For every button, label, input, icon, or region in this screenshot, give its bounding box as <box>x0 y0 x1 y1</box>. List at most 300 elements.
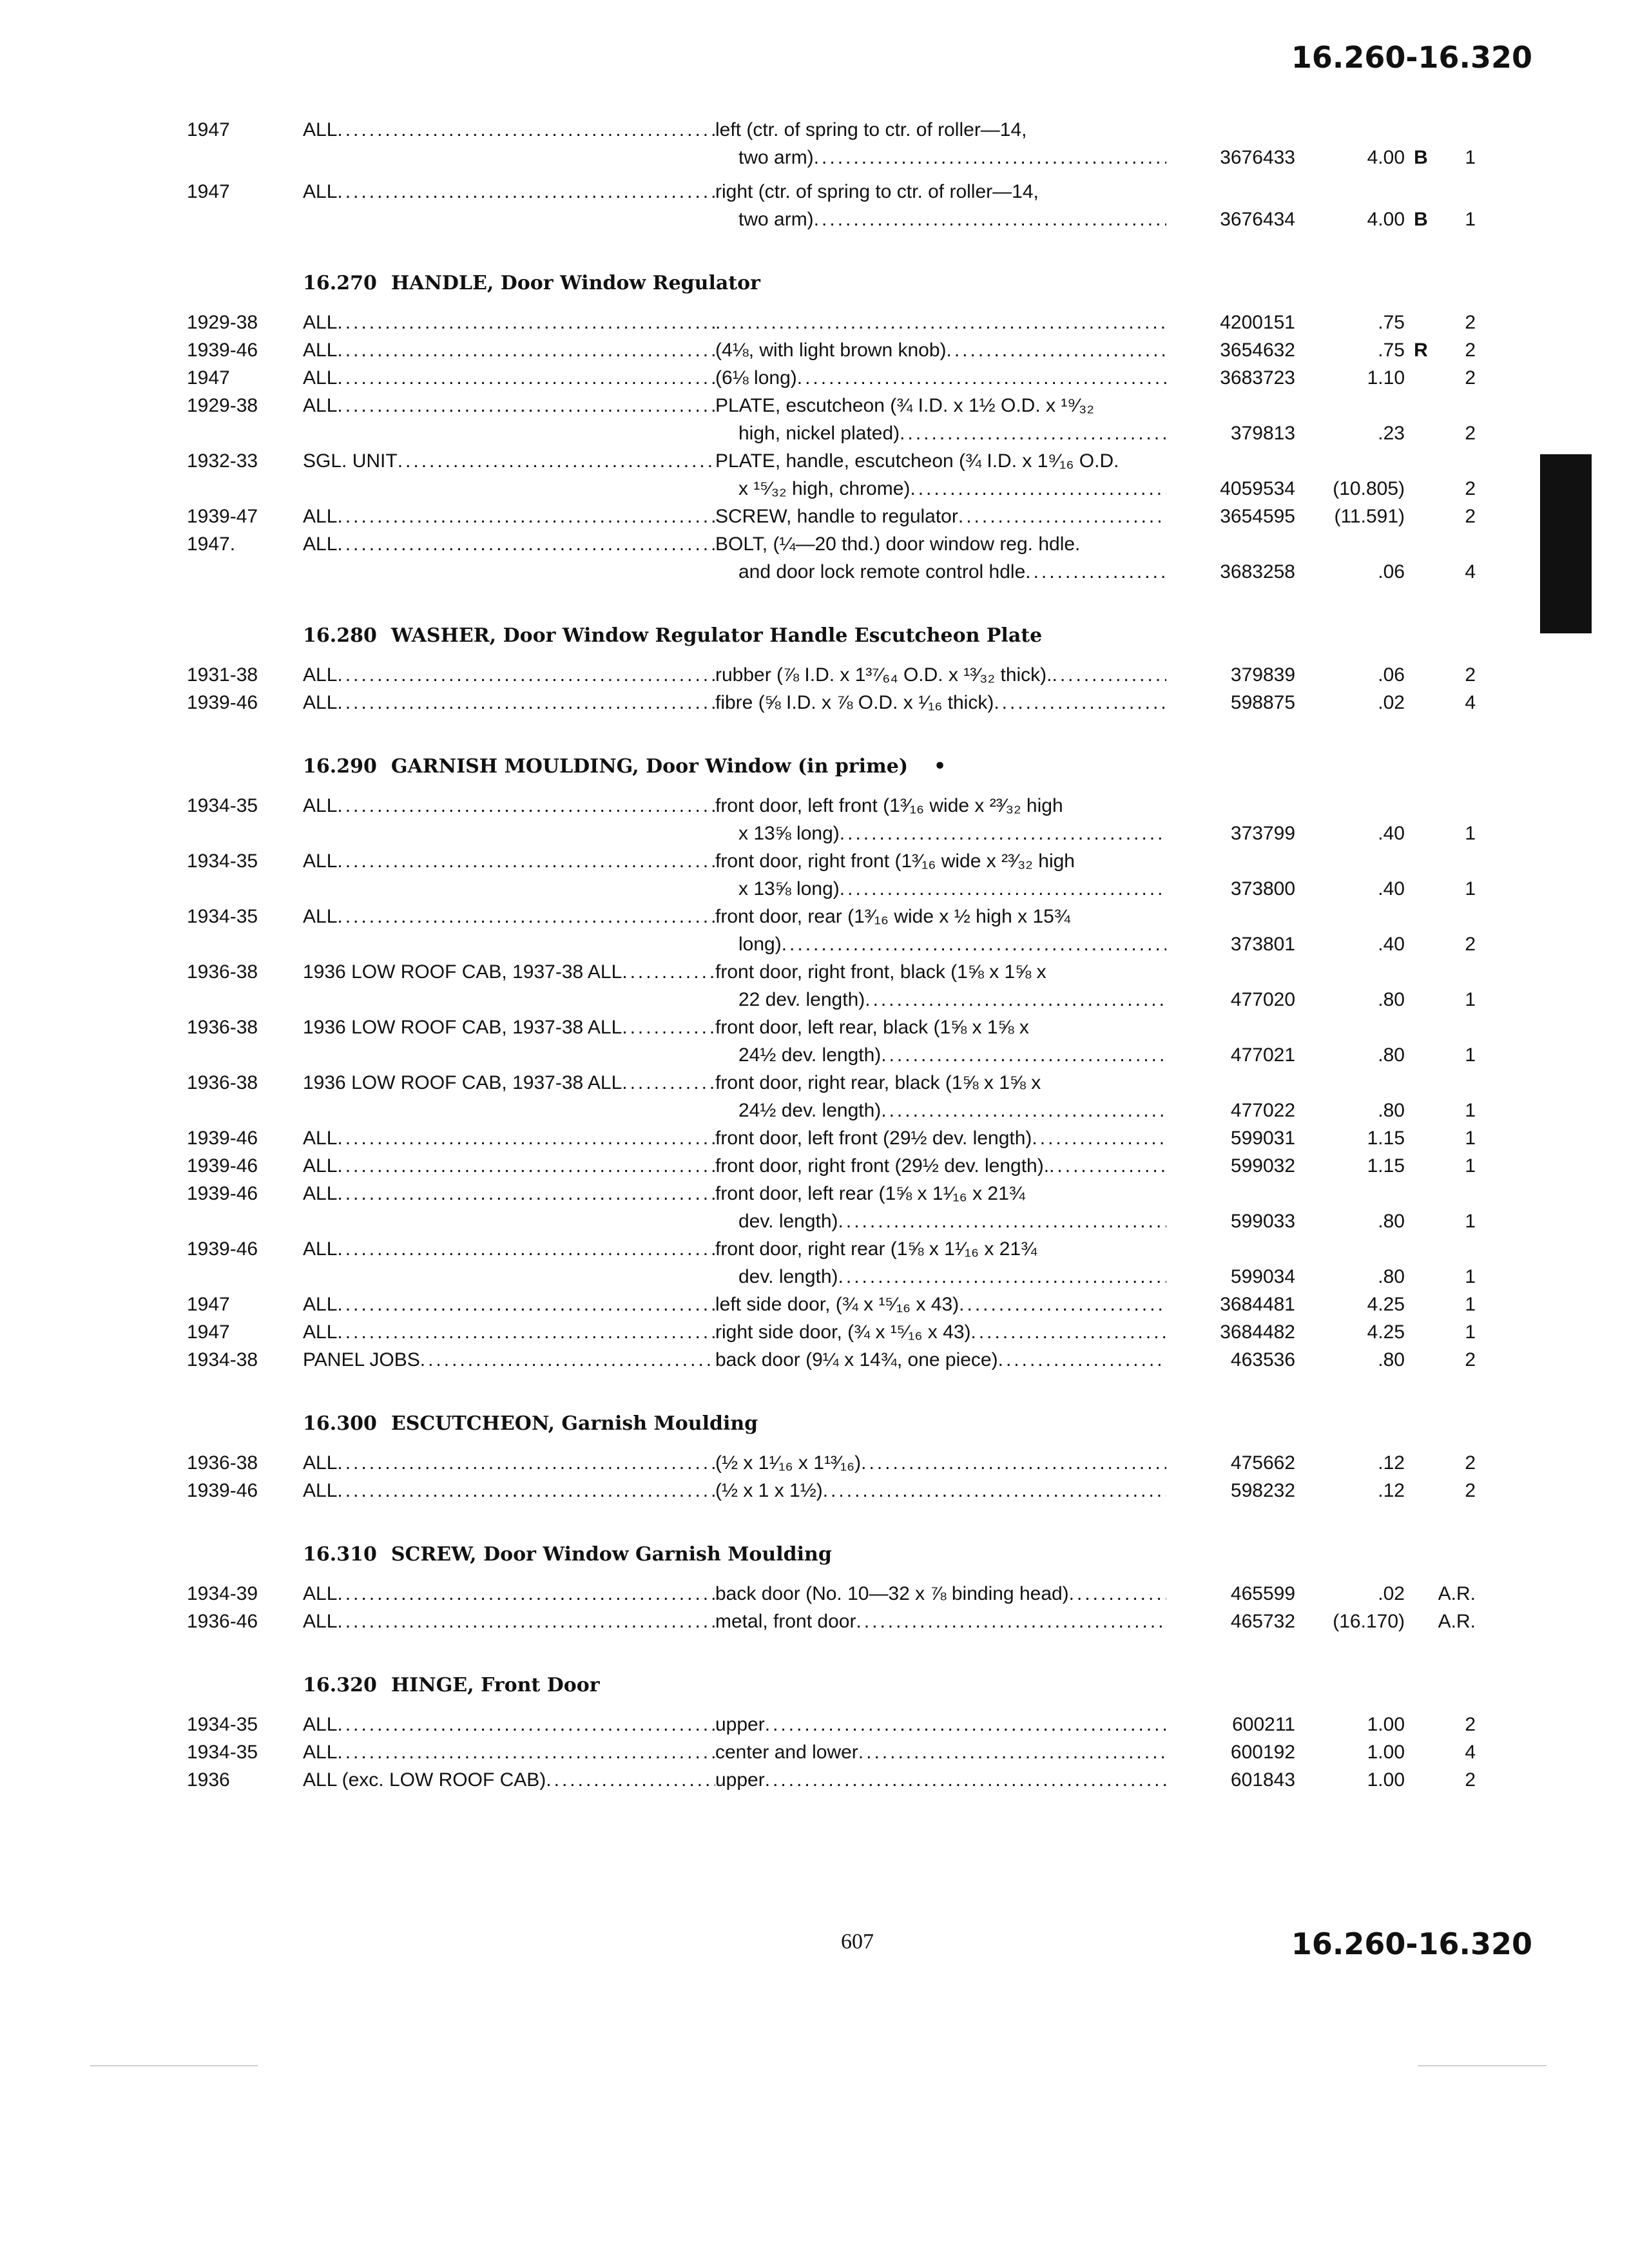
code-cell <box>1405 530 1437 586</box>
price: (11.591) <box>1334 506 1405 527</box>
code-cell <box>1405 1766 1437 1794</box>
part-number-cell <box>1166 1346 1295 1374</box>
price: .80 <box>1378 1211 1405 1232</box>
footer-section-range: 16.260-16.320 <box>1291 1927 1532 1961</box>
description-line <box>715 1180 1166 1207</box>
year-range: 1936-46 <box>187 1611 258 1632</box>
dot-leaders <box>994 689 1166 716</box>
dot-leaders <box>622 1014 715 1041</box>
price: .80 <box>1378 1349 1405 1370</box>
model-cell <box>303 1124 715 1152</box>
description-line <box>715 1346 1166 1374</box>
year-range: 1947. <box>187 533 236 555</box>
dot-leaders <box>337 689 715 716</box>
description-text: metal, front door <box>715 1611 856 1632</box>
quantity-cell <box>1437 392 1476 447</box>
description-line <box>715 1207 1166 1235</box>
price-cell <box>1295 392 1405 447</box>
code-cell <box>1405 336 1437 364</box>
model-cell <box>303 1346 715 1374</box>
model-name: ALL <box>303 1238 338 1260</box>
price-cell <box>1295 1291 1405 1318</box>
section-title-text: HINGE, Front Door <box>390 1674 600 1696</box>
model-cell <box>303 847 715 903</box>
code-cell <box>1405 689 1437 716</box>
year-range: 1934-38 <box>187 1349 258 1370</box>
description-cell <box>715 503 1166 530</box>
dot-leaders <box>337 336 715 364</box>
code-cell <box>1405 1180 1437 1235</box>
description-text: fibre (⅝ I.D. x ⅞ O.D. x ¹⁄₁₆ thick) <box>715 692 994 713</box>
quantity: 2 <box>1465 312 1476 333</box>
year-range: 1934-35 <box>187 906 258 927</box>
code-cell <box>1405 847 1437 903</box>
price: .80 <box>1378 1266 1405 1287</box>
description-line <box>715 1124 1166 1152</box>
price: 1.00 <box>1367 1714 1405 1735</box>
description-text: two arm) <box>738 147 814 168</box>
price-cell <box>1295 958 1405 1014</box>
quantity-cell <box>1437 661 1476 689</box>
price: .02 <box>1378 692 1405 713</box>
model-name: ALL <box>303 506 338 527</box>
model-cell <box>303 336 715 364</box>
price: .06 <box>1378 561 1405 582</box>
model-cell <box>303 1580 715 1608</box>
description-line <box>715 986 1166 1014</box>
model-name: ALL <box>303 1183 338 1204</box>
dot-leaders <box>337 1124 715 1152</box>
section-title-text: GARNISH MOULDING, Door Window (in prime) <box>390 755 909 778</box>
dot-leaders <box>337 1152 715 1180</box>
description-text: upper <box>715 1714 765 1735</box>
description-text: front door, right rear (1⅝ x 1¹⁄₁₆ x 21¾ <box>715 1238 1037 1260</box>
model-name: ALL <box>303 119 338 140</box>
dot-leaders <box>337 530 715 558</box>
price: 1.15 <box>1367 1155 1405 1177</box>
part-number-cell <box>1166 1318 1295 1346</box>
dot-leaders <box>971 1318 1167 1346</box>
part-number-cell <box>1166 661 1295 689</box>
part-number: 477021 <box>1230 1044 1295 1066</box>
code-cell <box>1405 661 1437 689</box>
model-cell <box>303 447 715 503</box>
quantity: 1 <box>1465 878 1476 899</box>
code-cell <box>1405 309 1437 336</box>
dot-leaders <box>858 1738 1166 1766</box>
description-text: front door, rear (1³⁄₁₆ wide x ½ high x 15¾ <box>715 906 1070 927</box>
quantity-cell <box>1437 364 1476 392</box>
dot-leaders <box>337 178 715 206</box>
quantity: 2 <box>1465 934 1476 955</box>
dot-leaders <box>715 309 1166 336</box>
model-cell <box>303 364 715 392</box>
model-cell <box>303 1291 715 1318</box>
year-range: 1936-38 <box>187 1452 258 1474</box>
model-name: ALL <box>303 1155 338 1177</box>
status-code: B <box>1414 147 1428 168</box>
quantity-cell <box>1437 1766 1476 1794</box>
model-cell <box>303 661 715 689</box>
part-number-cell <box>1166 447 1295 503</box>
description-text: front door, right rear, black (1⅝ x 1⅝ x <box>715 1072 1041 1093</box>
description-cell <box>715 1291 1166 1318</box>
description-text: upper <box>715 1769 765 1791</box>
code-cell <box>1405 392 1437 447</box>
price: .80 <box>1378 989 1405 1010</box>
parts-row <box>187 503 1534 530</box>
description-text: rubber (⅞ I.D. x 1³⁷⁄₆₄ O.D. x ¹³⁄₃₂ thick). <box>715 664 1052 686</box>
model-name: ALL <box>303 1294 338 1315</box>
price-cell <box>1295 364 1405 392</box>
dot-leaders <box>622 958 715 986</box>
section-title-text: WASHER, Door Window Regulator Handle Escutcheon Plate <box>390 624 1043 647</box>
code-cell <box>1405 178 1437 233</box>
quantity: A.R. <box>1438 1583 1476 1604</box>
description-line <box>715 1014 1166 1041</box>
quantity-cell <box>1437 1580 1476 1608</box>
dot-leaders <box>337 1711 715 1738</box>
year-range: 1929-38 <box>187 395 258 416</box>
parts-row <box>187 903 1534 958</box>
code-cell <box>1405 503 1437 530</box>
dot-leaders <box>337 1180 715 1207</box>
description-cell <box>715 336 1166 364</box>
part-number: 599034 <box>1230 1266 1295 1287</box>
scan-artifact <box>90 2065 258 2066</box>
parts-row <box>187 1608 1534 1635</box>
quantity-cell <box>1437 1711 1476 1738</box>
description-line <box>715 847 1166 875</box>
price-cell <box>1295 1124 1405 1152</box>
section-title-text: SCREW, Door Window Garnish Moulding <box>390 1543 832 1566</box>
dot-leaders <box>337 1608 715 1635</box>
description-line <box>715 503 1166 530</box>
section-number: 16.270 <box>303 272 377 294</box>
price: 4.00 <box>1367 147 1405 168</box>
year-range: 1947 <box>187 1294 230 1315</box>
description-text: high, nickel plated) <box>738 423 900 444</box>
quantity: 2 <box>1465 1452 1476 1474</box>
year-range: 1939-47 <box>187 506 258 527</box>
price: .75 <box>1378 312 1405 333</box>
description-line <box>715 1069 1166 1097</box>
price: 1.15 <box>1367 1128 1405 1149</box>
description-text: (½ x 1¹⁄₁₆ x 1¹³⁄₁₆) <box>715 1452 862 1474</box>
description-line <box>715 1477 1166 1504</box>
dot-leaders <box>840 820 1166 847</box>
quantity-cell <box>1437 1608 1476 1635</box>
model-name: ALL <box>303 692 338 713</box>
dot-leaders <box>337 1291 715 1318</box>
part-number-cell <box>1166 503 1295 530</box>
quantity-cell <box>1437 689 1476 716</box>
parts-row <box>187 392 1534 447</box>
description-line <box>715 1738 1166 1766</box>
dot-leaders <box>838 1263 1166 1291</box>
part-number-cell <box>1166 1152 1295 1180</box>
dot-leaders <box>337 364 715 392</box>
model-name: 1936 LOW ROOF CAB, 1937-38 ALL <box>303 961 622 983</box>
price-cell <box>1295 1608 1405 1635</box>
description-cell <box>715 1608 1166 1635</box>
year-range: 1939-46 <box>187 1183 258 1204</box>
dot-leaders <box>622 1069 715 1097</box>
quantity-cell <box>1437 1235 1476 1291</box>
parts-row <box>187 1738 1534 1766</box>
quantity-cell <box>1437 1346 1476 1374</box>
model-name: ALL <box>303 181 338 202</box>
part-number-cell <box>1166 1711 1295 1738</box>
quantity-cell <box>1437 503 1476 530</box>
price: .12 <box>1378 1452 1405 1474</box>
code-cell <box>1405 1449 1437 1477</box>
part-number: 379813 <box>1230 423 1295 444</box>
code-cell <box>1405 903 1437 958</box>
model-cell <box>303 1180 715 1235</box>
code-cell <box>1405 1069 1437 1124</box>
dot-leaders <box>337 1580 715 1608</box>
quantity-cell <box>1437 116 1476 171</box>
part-number-cell <box>1166 792 1295 847</box>
price: .80 <box>1378 1044 1405 1066</box>
part-number: 3683258 <box>1220 561 1295 582</box>
description-text: front door, right front (1³⁄₁₆ wide x ²³⁄₃₂ high <box>715 850 1075 872</box>
description-cell <box>715 1449 1166 1477</box>
description-text: SCREW, handle to regulator <box>715 506 958 527</box>
code-cell <box>1405 1014 1437 1069</box>
code-cell <box>1405 1608 1437 1635</box>
price: 1.10 <box>1367 367 1405 389</box>
model-name: ALL <box>303 395 338 416</box>
price: 4.25 <box>1367 1321 1405 1343</box>
quantity-cell <box>1437 447 1476 503</box>
quantity-cell <box>1437 336 1476 364</box>
part-number-cell <box>1166 1180 1295 1235</box>
quantity-cell <box>1437 1069 1476 1124</box>
quantity: 1 <box>1465 1044 1476 1066</box>
quantity-cell <box>1437 792 1476 847</box>
part-number: 3654595 <box>1220 506 1295 527</box>
dot-leaders <box>814 144 1166 171</box>
price: .23 <box>1378 423 1405 444</box>
description-line <box>715 1711 1166 1738</box>
description-text: x 13⅝ long) <box>738 823 840 844</box>
description-text: long) <box>738 934 782 955</box>
quantity: 1 <box>1465 823 1476 844</box>
page-number: 607 <box>841 1930 874 1954</box>
description-line <box>715 1449 1166 1477</box>
description-cell <box>715 447 1166 503</box>
year-range: 1936 <box>187 1769 230 1791</box>
code-cell <box>1405 1711 1437 1738</box>
dot-leaders <box>337 792 715 820</box>
price-cell <box>1295 847 1405 903</box>
year-range: 1947 <box>187 181 230 202</box>
parts-row <box>187 1766 1534 1794</box>
quantity: 1 <box>1465 989 1476 1010</box>
description-cell <box>715 792 1166 847</box>
part-number-cell <box>1166 309 1295 336</box>
price: 1.00 <box>1367 1769 1405 1791</box>
part-number-cell <box>1166 336 1295 364</box>
quantity-cell <box>1437 903 1476 958</box>
description-text: PLATE, escutcheon (¾ I.D. x 1½ O.D. x ¹⁹⁄₃₂ <box>715 395 1095 416</box>
year-range: 1939-46 <box>187 1238 258 1260</box>
price-cell <box>1295 1014 1405 1069</box>
dot-leaders <box>337 1738 715 1766</box>
description-line <box>715 1580 1166 1608</box>
model-name: 1936 LOW ROOF CAB, 1937-38 ALL <box>303 1072 622 1093</box>
dot-leaders <box>337 116 715 144</box>
model-cell <box>303 1014 715 1069</box>
parts-row <box>187 1180 1534 1235</box>
quantity: 1 <box>1465 147 1476 168</box>
dot-leaders <box>814 206 1166 233</box>
year-range: 1936-38 <box>187 961 258 983</box>
model-name: 1936 LOW ROOF CAB, 1937-38 ALL <box>303 1017 622 1038</box>
model-cell <box>303 1449 715 1477</box>
price: .06 <box>1378 664 1405 686</box>
year-range: 1939-46 <box>187 1128 258 1149</box>
description-text: back door (No. 10—32 x ⅞ binding head) <box>715 1583 1069 1604</box>
description-text: front door, right front, black (1⅝ x 1⅝ x <box>715 961 1046 983</box>
quantity: 1 <box>1465 1211 1476 1232</box>
quantity: 1 <box>1465 1100 1476 1121</box>
dot-leaders <box>782 930 1166 958</box>
price: 4.00 <box>1367 209 1405 230</box>
section-bullet: • <box>934 755 947 778</box>
model-name: ALL <box>303 1321 338 1343</box>
description-line <box>715 875 1166 903</box>
description-text: back door (9¼ x 14¾, one piece) <box>715 1349 998 1370</box>
part-number-cell <box>1166 903 1295 958</box>
part-number: 598875 <box>1230 692 1295 713</box>
part-number: 373799 <box>1230 823 1295 844</box>
quantity-cell <box>1437 309 1476 336</box>
price: (16.170) <box>1333 1611 1405 1632</box>
part-number-cell <box>1166 1291 1295 1318</box>
part-number-cell <box>1166 1124 1295 1152</box>
price-cell <box>1295 1477 1405 1504</box>
description-cell <box>715 1014 1166 1069</box>
quantity: 2 <box>1465 664 1476 686</box>
code-cell <box>1405 364 1437 392</box>
price: .12 <box>1378 1480 1405 1501</box>
year-range: 1934-39 <box>187 1583 258 1604</box>
section-number: 16.310 <box>303 1543 377 1566</box>
description-cell <box>715 1738 1166 1766</box>
parts-list <box>187 116 1534 1794</box>
description-cell <box>715 1477 1166 1504</box>
description-text: and door lock remote control hdle <box>738 561 1026 582</box>
price-cell <box>1295 530 1405 586</box>
section-number: 16.280 <box>303 624 377 647</box>
model-name: ALL <box>303 1742 338 1763</box>
parts-row <box>187 1318 1534 1346</box>
parts-row <box>187 1291 1534 1318</box>
parts-row <box>187 1152 1534 1180</box>
dot-leaders <box>546 1766 715 1794</box>
model-cell <box>303 1477 715 1504</box>
model-name: ALL <box>303 1611 338 1632</box>
price-cell <box>1295 178 1405 233</box>
quantity-cell <box>1437 1180 1476 1235</box>
description-line <box>715 792 1166 820</box>
part-number-cell <box>1166 1069 1295 1124</box>
part-number-cell <box>1166 1477 1295 1504</box>
model-cell <box>303 689 715 716</box>
price-cell <box>1295 1580 1405 1608</box>
description-cell <box>715 1318 1166 1346</box>
model-cell <box>303 1766 715 1794</box>
description-cell <box>715 1152 1166 1180</box>
part-number: 3684481 <box>1220 1294 1295 1315</box>
part-number-cell <box>1166 1608 1295 1635</box>
section-title-text: HANDLE, Door Window Regulator <box>390 272 760 294</box>
dot-leaders <box>947 336 1166 364</box>
section-number: 16.320 <box>303 1674 377 1696</box>
parts-row <box>187 661 1534 689</box>
price-cell <box>1295 1711 1405 1738</box>
year-range: 1934-35 <box>187 850 258 872</box>
price-cell <box>1295 1738 1405 1766</box>
parts-row <box>187 1580 1534 1608</box>
dot-leaders <box>337 1477 715 1504</box>
dot-leaders <box>1025 558 1166 586</box>
code-cell <box>1405 116 1437 171</box>
quantity-cell <box>1437 1124 1476 1152</box>
parts-row <box>187 1014 1534 1069</box>
description-text: BOLT, (¼—20 thd.) door window reg. hdle. <box>715 533 1081 555</box>
dot-leaders <box>910 475 1166 503</box>
price-cell <box>1295 1069 1405 1124</box>
description-cell <box>715 1346 1166 1374</box>
parts-row <box>187 1069 1534 1124</box>
quantity-cell <box>1437 1014 1476 1069</box>
dot-leaders <box>337 392 715 419</box>
description-line <box>715 958 1166 986</box>
price-cell <box>1295 661 1405 689</box>
dot-leaders <box>959 1291 1166 1318</box>
part-number-cell <box>1166 847 1295 903</box>
quantity: 2 <box>1465 340 1476 361</box>
dot-leaders <box>1069 1580 1166 1608</box>
dot-leaders <box>337 309 715 336</box>
model-cell <box>303 116 715 171</box>
model-name: ALL <box>303 1452 338 1474</box>
year-range: 1939-46 <box>187 692 258 713</box>
code-cell <box>1405 447 1437 503</box>
dot-leaders <box>881 1041 1166 1069</box>
part-number: 3654632 <box>1220 340 1295 361</box>
quantity: 2 <box>1465 1769 1476 1791</box>
price-cell <box>1295 503 1405 530</box>
description-line <box>715 447 1166 475</box>
quantity: 1 <box>1465 1128 1476 1149</box>
quantity: 1 <box>1465 1294 1476 1315</box>
dot-leaders <box>765 1766 1166 1794</box>
price-cell <box>1295 1180 1405 1235</box>
description-line <box>715 1041 1166 1069</box>
model-cell <box>303 1738 715 1766</box>
parts-row <box>187 530 1534 586</box>
model-cell <box>303 792 715 847</box>
model-name: ALL <box>303 795 338 816</box>
quantity: 2 <box>1465 423 1476 444</box>
parts-row <box>187 792 1534 847</box>
year-range: 1936-38 <box>187 1072 258 1093</box>
